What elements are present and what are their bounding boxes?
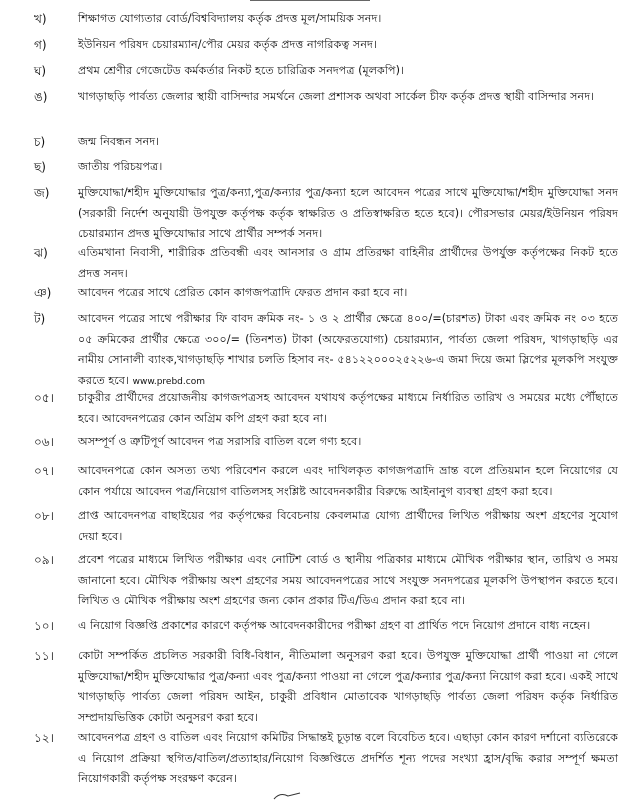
item-number: খ) — [34, 12, 47, 26]
item-number: গ) — [34, 38, 47, 52]
item-text: অসম্পূর্ণ ও ত্রুটিপূর্ণ আবেদন পত্র সরাসরি বাতিল বলে গণ্য হবে। — [78, 435, 362, 448]
item-number: ০৮। — [34, 509, 54, 523]
item-text: খাগড়াছড়ি পার্বত্য জেলার স্থায়ী বাসিন্দার সমর্থনে জেলা প্রশাসক অথবা সার্কেল চীফ কর্তৃক প্রদত্ত স্থায়ী বাসিন্দার সনদ। — [78, 90, 595, 103]
item-text: এ নিয়োগ বিজ্ঞপ্তি প্রকাশের কারণে কর্তৃপক্ষ আবেদনকারীদের পরীক্ষা গ্রহণ বা প্রার্থিত পদে নিয়োগ প্রদানে বাধ্য নহেন। — [78, 619, 591, 632]
item-number: ০৬। — [34, 435, 54, 449]
item-text: আবেদনপত্রে কোন অসত্য তথ্য পরিবেশন করলে এবং দাখিলকৃত কাগজপত্রাদি ভ্রান্ত বলে প্রতিয়মান হলে নিয়োগের যে কোন পর্যায়ে আবেদন পত্র/নিয়োগ বাতিলসহ সংশ্লিষ্ট আবেদনকারীর বিরুদ্ধে আইনানুগ ব্যবস্থা গ্রহণ করা হবে। — [78, 464, 618, 498]
item-number: ট) — [34, 312, 46, 326]
watermark-url: www.prebd.com — [132, 376, 205, 387]
item-number: ঞ) — [34, 286, 52, 300]
item-text: এতিমখানা নিবাসী, শারীরিক প্রতিবন্ধী এবং আনসার ও গ্রাম প্রতিরক্ষা বাহিনীর প্রার্থীদের উপর্যুক্ত কর্তৃপক্ষের নিকট হতে প্রদত্ত সনদ। — [78, 246, 618, 280]
item-text: মুক্তিযোদ্ধা/শহীদ মুক্তিযোদ্ধার পুত্র/কন্যা,পুত্র/কন্যার পুত্র/কন্যা হলে আবেদন পত্রের সাথে মুক্তিযোদ্ধা/শহীদ মুক্তিযোদ্ধা সনদ (সরকারী নির্দেশ অনুযায়ী উপযুক্ত কর্তৃপক্ষ কর্তৃক স্বাক্ষরিত ও প্রতিস্বাক্ষরিত হতে হবে)। পৌরসভার মেয়র/ইউনিয়ন পরিষদ চেয়ারম্যান প্রদত্ত মুক্তিযোদ্ধার সাথে প্রার্থীর সম্পর্ক সনদ। — [78, 186, 618, 240]
item-text: শিক্ষাগত যোগ্যতার বোর্ড/বিশ্ববিদ্যালয় কর্তৃক প্রদত্ত মূল/সাময়িক সনদ। — [78, 12, 382, 25]
bottom-pen-mark — [270, 790, 330, 800]
item-text: চাকুরীর প্রার্থীদের প্রয়োজনীয় কাগজপত্রসহ আবেদন যথাযথ কর্তৃপক্ষের মাধ্যমে নির্ধারিত তারিখ ও সময়ের মধ্যে পৌঁছাতে হবে। আবেদনপত্রের কোন অগ্রিম কপি গ্রহণ করা হবে না। — [78, 391, 618, 425]
page-top-edge — [250, 0, 370, 4]
item-text-block — [78, 309, 618, 392]
item-text: জন্ম নিবন্ধন সনদ। — [78, 135, 160, 148]
item-number: ০৫। — [34, 391, 54, 405]
item-text: প্রবেশ পত্রের মাধ্যমে লিখিত পরীক্ষার এবং নোটিশ বোর্ড ও স্থানীয় পত্রিকার মাধ্যমে মৌখিক পরীক্ষার স্থান, তারিখ ও সময় জানানো হবে। মৌখিক পরীক্ষায় অংশ গ্রহণের সময় আবেদনপত্রের সাথে সংযুক্ত সনদপত্রের মূলকপি উপস্থাপন করতে হবে। লিখিত ও মৌখিক পরীক্ষায় অংশ গ্রহণের জন্য কোন প্রকার টিএ/ডিএ প্রদান করা হবে না। — [78, 553, 618, 607]
item-number: ঘ) — [34, 64, 47, 78]
item-number: ছ) — [34, 160, 46, 174]
item-number: ঝ) — [34, 246, 48, 260]
item-number: ০৯। — [34, 553, 54, 567]
item-text: কোটা সম্পর্কিত প্রচলিত সরকারী বিধি-বিধান, নীতিমালা অনুসরণ করা হবে। উপযুক্ত মুক্তিযোদ্ধা প্রার্থী পাওয়া না গেলে মুক্তিযোদ্ধা/শহীদ মুক্তিযোদ্ধার পুত্র/কন্যা এবং পুত্র/কন্যা পাওয়া না গেলে পুত্র/কন্যার পুত্র/কন্যা নিয়োগ করা হবে। একই সাথে খাগড়াছড়ি পার্বত্য জেলা পরিষদ আইন, চাকুরী প্রবিধান মোতাবেক খাগড়াছড়ি পার্বত্য জেলা পরিষদ কর্তৃক নির্ধারিত সম্প্রদায়ভিত্তিক কোটা অনুসরণ করা হবে। — [78, 649, 618, 724]
item-number: ১১। — [34, 649, 54, 663]
item-number: ০৭। — [34, 464, 54, 478]
item-number: ঙ) — [34, 90, 48, 104]
item-number: ১২। — [34, 731, 54, 745]
item-text: আবেদনপত্র গ্রহণ ও বাতিল এবং নিয়োগ কমিটির সিদ্ধান্তই চূড়ান্ত বলে বিবেচিত হবে। এছাড়া কোন কারণ দর্শানো ব্যতিরেকে এ নিয়োগ প্রক্রিয়া স্থগিত/বাতিল/প্রত্যাহার/নিয়োগ বিজ্ঞপ্তিতে প্রদর্শিত শূন্য পদের সংখ্যা হ্রাস/বৃদ্ধি করার সম্পূর্ণ ক্ষমতা নিয়োগকারী কর্তৃপক্ষ সংরক্ষণ করেন। — [78, 731, 618, 785]
item-text: প্রাপ্ত আবেদনপত্র বাছাইয়ের পর কর্তৃপক্ষের বিবেচনায় কেবলমাত্র যোগ্য প্রার্থীদের লিখিত পরীক্ষায় অংশ গ্রহণের সুযোগ দেয়া হবে। — [78, 509, 618, 543]
item-text: আবেদন পত্রের সাথে পরীক্ষার ফি বাবদ ক্রমিক নং- ১ ও ২ প্রার্থীর ক্ষেত্রে ৪০০/=(চারশত) টাকা এবং ক্রমিক নং ০৩ হতে ০৫ ক্রমিকের প্রার্থীর ক্ষেত্রে ৩০০/= (তিনশত) টাকা (অফেরতযোগ্য) চেয়ারম্যান, পার্বত্য জেলা পরিষদ, খাগড়াছড়ি এর নামীয় সোনালী ব্যাংক,খাগড়াছড়ি শাখার চলতি হিসাব নং- ৫৪১২২০০০২৫২২৬-এ জমা দিয়ে জমা স্লিপের মূলকপি সংযুক্ত করতে হবে। — [78, 312, 618, 387]
item-number: জ) — [34, 186, 50, 200]
item-text: আবেদন পত্রের সাথে প্রেরিত কোন কাগজপত্রাদি ফেরত প্রদান করা হবে না। — [78, 286, 408, 299]
item-text: জাতীয় পরিচয়পত্র। — [78, 160, 163, 173]
item-text: ইউনিয়ন পরিষদ চেয়ারম্যান/পৌর মেয়র কর্তৃক প্রদত্ত নাগরিকত্ব সনদ। — [78, 38, 377, 51]
item-number: ১০। — [34, 619, 54, 633]
item-number: চ) — [34, 135, 46, 149]
item-text: প্রথম শ্রেণীর গেজেটেড কর্মকর্তার নিকট হতে চারিত্রিক সনদপত্র (মূলকপি)। — [78, 64, 405, 77]
